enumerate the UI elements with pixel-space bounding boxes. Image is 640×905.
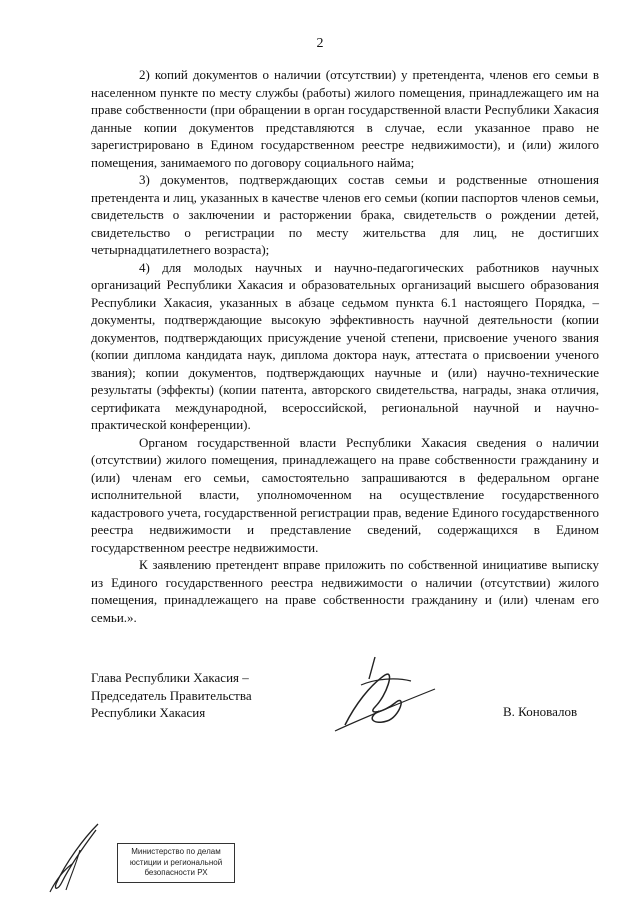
stamp-line: Министерство по делам	[131, 847, 221, 856]
signatory-title-line: Глава Республики Хакасия –	[91, 670, 249, 685]
paragraph-item-4: 4) для молодых научных и научно-педагогических работников научных организаций Республики Хакасия и образовательных организаций высшего образования Республики Хакасия, указанных в абзаце седьмом пункта 6.1 настоящего Порядка, – документы, подтверждающие высокую эффективность научной деятельности (копии документов, подтверждающих присуждение ученой степени, присвоение ученого звания (копии диплома кандидата наук, диплома доктора наук, аттестата о присвоении ученого звания); копии документов, подтверждающих научные и (или) научно-технические результаты (эффекты) (копии патента, авторского свидетельства, награды, знака отличия, сертификата международной, всероссийской, региональной научной и научно-практической конференции).	[91, 259, 599, 432]
stamp-line: безопасности РХ	[144, 868, 208, 877]
signatory-title	[91, 669, 252, 722]
signature-image	[315, 655, 455, 735]
signatory-title-line: Республики Хакасия	[91, 705, 206, 720]
paragraph-item-2: 2) копий документов о наличии (отсутствии) у претендента, членов его семьи в населенном пункте по месту службы (работы) жилого помещения, принадлежащего им на праве собственности (при обращении в орган государственной власти Республики Хакасия данные копии документов представляются в случае, если указанное право не зарегистрировано в Едином государственном реестре недвижимости), и (или) жилого помещения, занимаемого по договору социального найма;	[91, 67, 599, 170]
signatory-title-line: Председатель Правительства	[91, 687, 252, 703]
ministry-stamp	[117, 843, 235, 883]
body-text	[91, 66, 599, 626]
paragraph-registry-extract: К заявлению претендент вправе приложить по собственной инициативе выписку из Единого государственного реестра недвижимости о наличии (отсутствии) жилого помещения, принадлежащего на праве собственности гражданину и (или) членам его семьи.».	[91, 557, 599, 625]
page-number: 2	[316, 36, 324, 51]
signer-name: В. Коновалов	[503, 704, 578, 719]
paragraph-item-3: 3) документов, подтверждающих состав семьи и родственные отношения претендента и лиц, указанных в качестве членов его семьи (копии паспортов членов семьи, свидетельств о заключении и расторжении брака, свидетельств о рождении детей, свидетельство о регистрации по месту жительства для лиц, не достигших четырнадцатилетнего возраста);	[91, 172, 599, 257]
stamp-line: юстиции и региональной	[129, 857, 223, 867]
handwritten-initials-image	[40, 820, 110, 895]
paragraph-registry-request: Органом государственной власти Республики Хакасия сведения о наличии (отсутствии) жилого помещения, принадлежащего на праве собственности гражданину и (или) членам его семьи, самостоятельно запрашиваются в федеральном органе исполнительной власти, уполномоченном на осуществление государственного кадастрового учета, государственной регистрации прав, ведение Единого государственного реестра недвижимости и представление сведений, содержащихся в Едином государственном реестре недвижимости.	[91, 434, 599, 555]
